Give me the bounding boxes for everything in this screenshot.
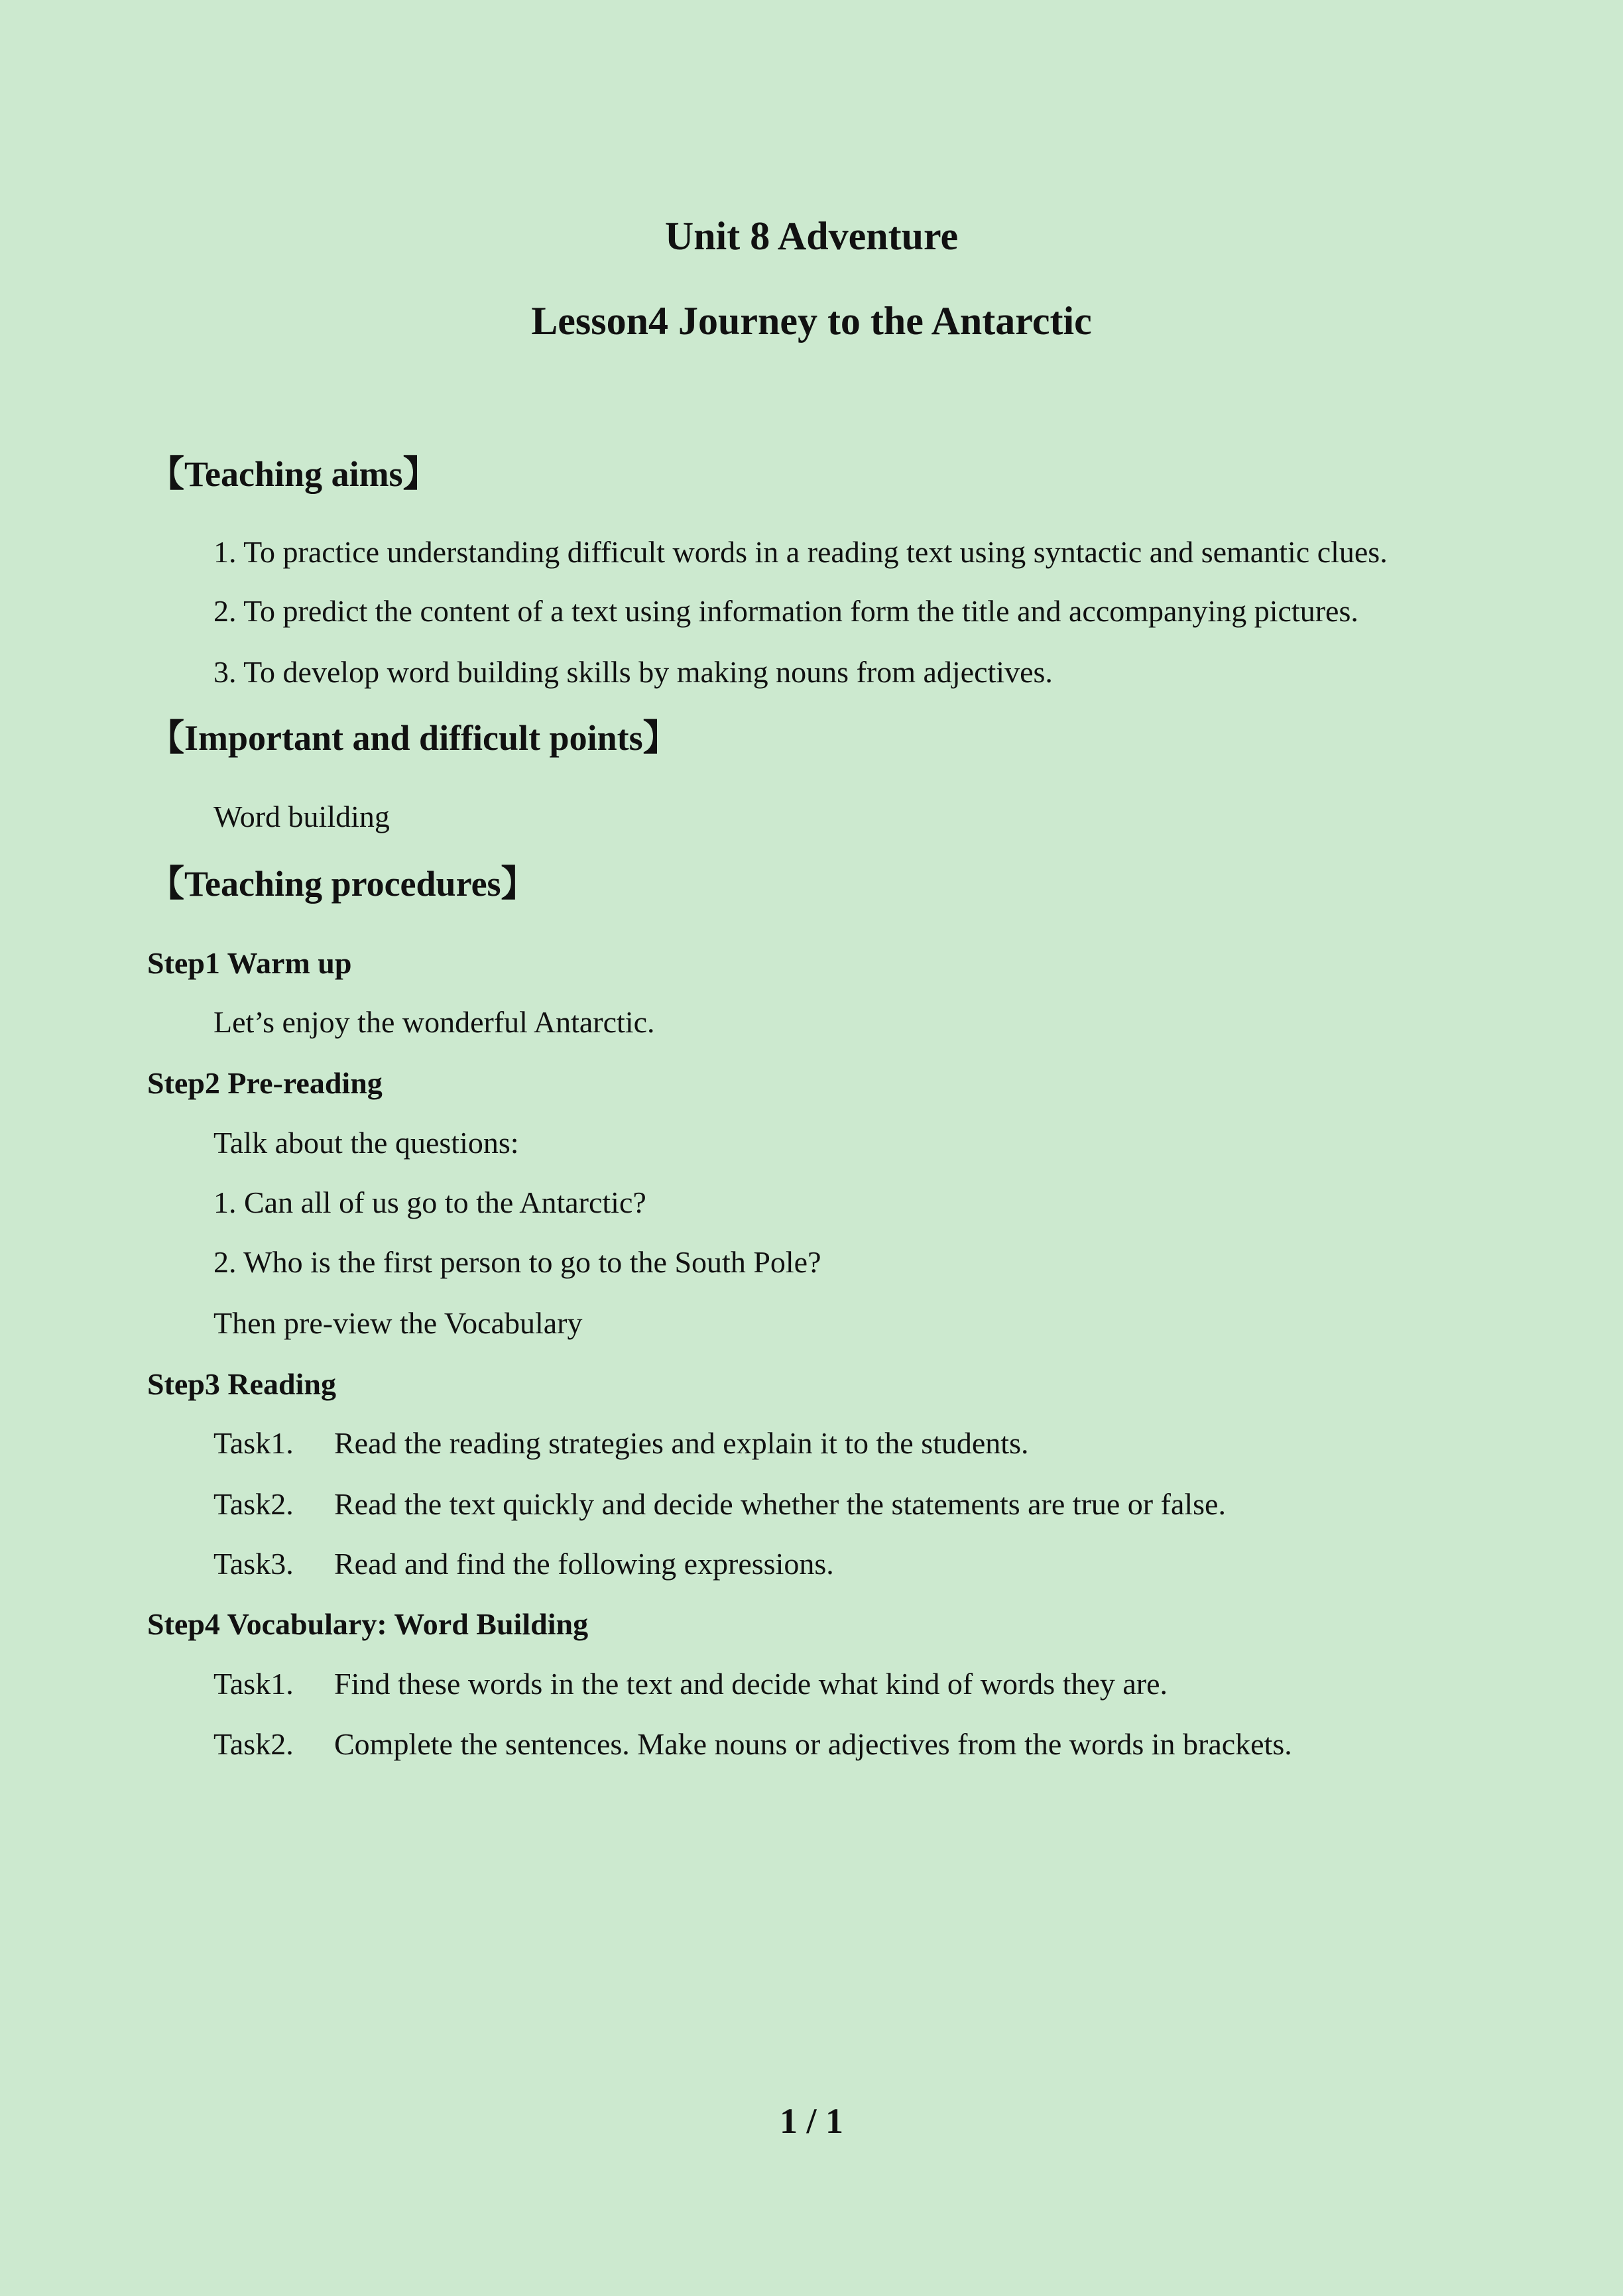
unit-title: Unit 8 Adventure [664, 214, 959, 258]
task-number: Task3. [213, 1547, 294, 1581]
step2-line: 1. Can all of us go to the Antarctic? [213, 1185, 646, 1219]
task-number: Task2. [213, 1487, 294, 1521]
task-text: Complete the sentences. Make nouns or adjectives from the words in brackets. [334, 1727, 1292, 1761]
task-number: Task1. [213, 1426, 294, 1460]
step1-title: Step1 Warm up [147, 946, 352, 980]
step3-title: Step3 Reading [147, 1367, 336, 1401]
task-text: Read the text quickly and decide whether the statements are true or false. [334, 1487, 1226, 1521]
task-text: Read the reading strategies and explain it to the students. [334, 1426, 1029, 1460]
step2-title: Step2 Pre-reading [147, 1066, 383, 1100]
task-text: Find these words in the text and decide what kind of words they are. [334, 1667, 1168, 1701]
page-number: 1 / 1 [779, 2101, 843, 2141]
step2-line: 2. Who is the first person to go to the South Pole? [213, 1245, 821, 1279]
step4-title: Step4 Vocabulary: Word Building [147, 1607, 589, 1641]
aim-item: 1. To practice understanding difficult words in a reading text using syntactic and semantic clues. [213, 535, 1388, 569]
step1-text: Let’s enjoy the wonderful Antarctic. [213, 1005, 655, 1039]
aim-item: 3. To develop word building skills by making nouns from adjectives. [213, 655, 1053, 689]
aim-item: 2. To predict the content of a text using information form the title and accompanying pictures. [213, 594, 1358, 628]
important-points-heading: 【Important and difficult points】 [149, 718, 679, 758]
important-points-text: Word building [213, 800, 390, 833]
task-number: Task1. [213, 1667, 294, 1701]
step2-line: Then pre-view the Vocabulary [213, 1306, 583, 1340]
step2-line: Talk about the questions: [213, 1126, 519, 1160]
task-number: Task2. [213, 1727, 294, 1761]
teaching-procedures-heading: 【Teaching procedures】 [149, 864, 537, 904]
task-text: Read and find the following expressions. [334, 1547, 834, 1581]
lesson-title: Lesson4 Journey to the Antarctic [531, 299, 1092, 343]
teaching-aims-heading: 【Teaching aims】 [149, 454, 439, 494]
